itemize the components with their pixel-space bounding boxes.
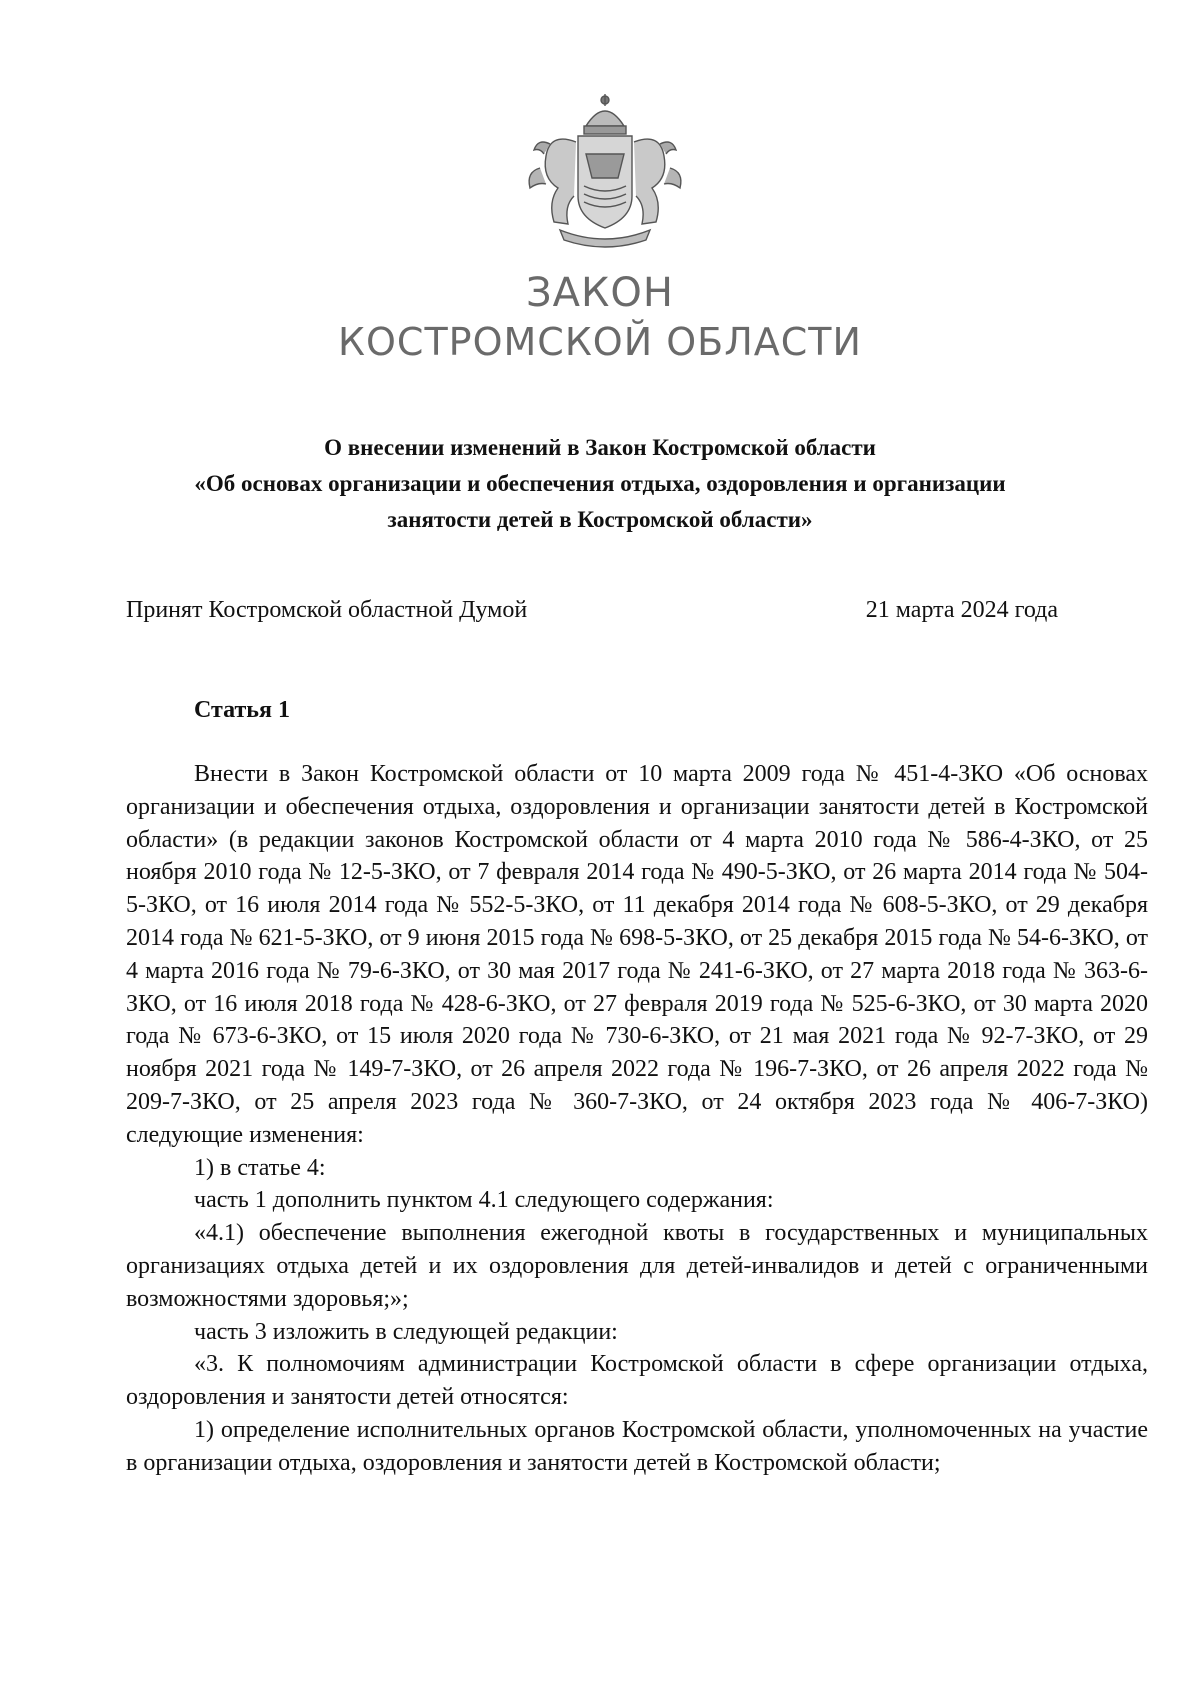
article-paragraph: часть 3 изложить в следующей редакции: [194,1318,618,1345]
article-heading: Статья 1 [194,697,290,723]
article-paragraph: 1) в статье 4: [194,1154,326,1181]
adopted-by: Принят Костромской областной Думой [126,597,528,623]
subject-line-2: «Об основах организации и обеспечения отдыха, оздоровления и организации [194,471,1006,496]
article-paragraph: часть 1 дополнить пунктом 4.1 следующего содержания: [194,1187,774,1214]
article-paragraph: «3. К полномочиям администрации Костромской области в сфере организации отдыха, оздоровления и занятости детей относятся: [126,1351,1148,1411]
article-paragraph: 1) определение исполнительных органов Костромской области, уполномоченных на участие в организации отдыха, оздоровления и занятости детей в Костромской области; [126,1416,1148,1476]
subject-line-1: О внесении изменений в Закон Костромской области [324,435,876,460]
adoption-date: 21 марта 2024 года [865,597,1058,623]
subject-line-3: занятости детей в Костромской области» [387,507,813,532]
law-region-title: КОСТРОМСКОЙ ОБЛАСТИ [338,320,862,364]
law-title: ЗАКОН [526,270,674,316]
coat-of-arms-icon [520,92,690,252]
article-body [126,758,1148,1480]
article-paragraph: Внести в Закон Костромской области от 10 марта 2009 года № 451-4-ЗКО «Об основах организации и обеспечения отдыха, оздоровления и организации занятости детей в Костромской области» (в редакции законов Костромской области от 4 марта 2010 года № 586-4-ЗКО, от 25 ноября 2010 года № 12-5-ЗКО, от 7 февраля 2014 года № 490-5-ЗКО, от 26 марта 2014 года № 504-5-ЗКО, от 16 июля 2014 года № 552-5-ЗКО, от 11 декабря 2014 года № 608-5-ЗКО, от 29 декабря 2014 года № 621-5-ЗКО, от 9 июня 2015 года № 698-5-ЗКО, от 25 декабря 2015 года № 54-6-ЗКО, от 4 марта 2016 года № 79-6-ЗКО, от 30 мая 2017 года № 241-6-ЗКО, от 27 марта 2018 года № 363-6-ЗКО, от 16 июля 2018 года № 428-6-ЗКО, от 27 февраля 2019 года № 525-6-ЗКО, от 30 марта 2020 года № 673-6-ЗКО, от 15 июля 2020 года № 730-6-ЗКО, от 21 мая 2021 года № 92-7-ЗКО, от 29 ноября 2021 года № 149-7-ЗКО, от 26 апреля 2022 года № 196-7-ЗКО, от 26 апреля 2022 года № 209-7-ЗКО, от 25 апреля 2023 года № 360-7-ЗКО, от 24 октября 2023 года № 406-7-ЗКО) следующие изменения: [126,761,1148,1148]
article-paragraph: «4.1) обеспечение выполнения ежегодной квоты в государственных и муниципальных организациях отдыха детей и их оздоровления для детей-инвалидов и детей с ограниченными возможностями здоровья;»; [126,1220,1148,1312]
